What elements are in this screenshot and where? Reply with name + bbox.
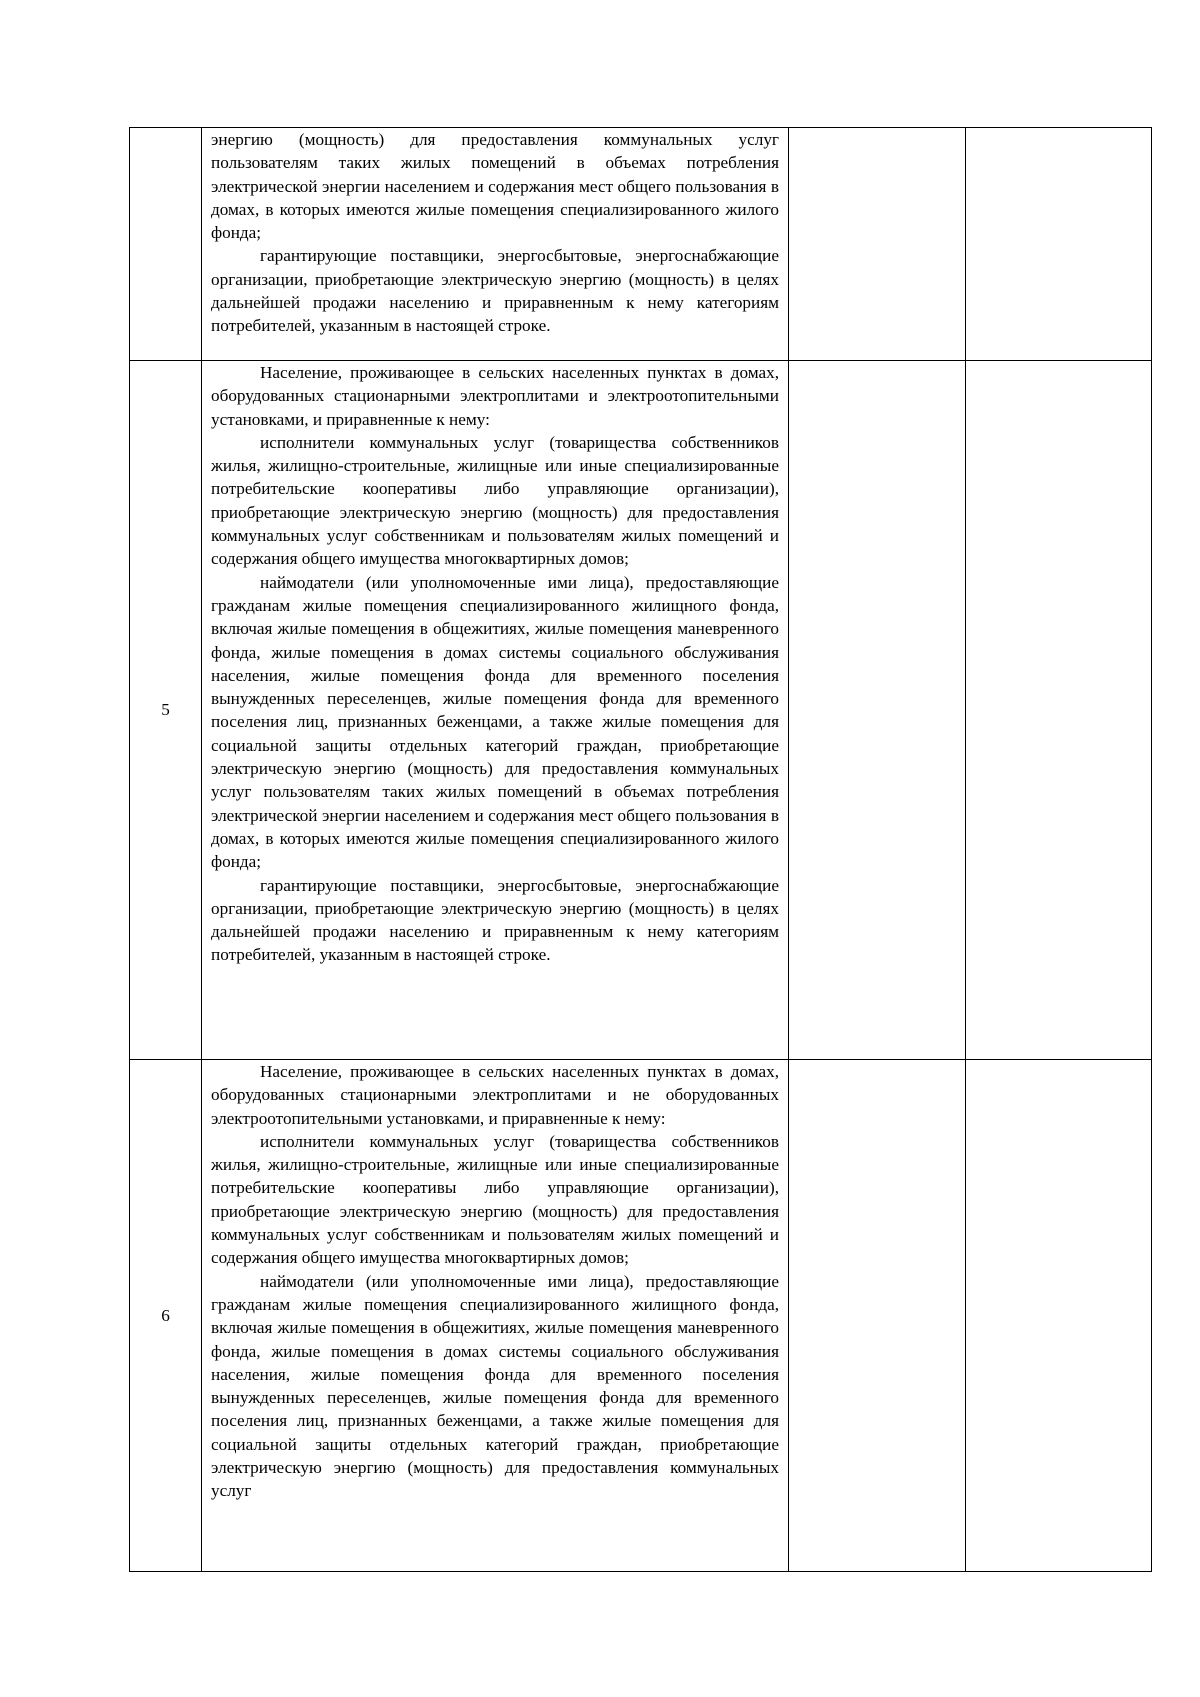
paragraph: наймодатели (или уполномоченные ими лица), предоставляющие гражданам жилые помещения специализированного жилищного фонда, включая жилые помещения в общежитиях, жилые помещения маневренного фонда, жилые помещения в домах системы социального обслуживания населения, жилые помещения фонда для временного поселения вынужденных переселенцев, жилые помещения фонда для временного поселения лиц, признанных беженцами, а также жилые помещения для социальной защиты отдельных категорий граждан, приобретающие электрическую энергию (мощность) для предоставления коммунальных услуг пользователям таких жилых помещений в объемах потребления электрической энергии населением и содержания мест общего пользования в домах, в которых имеются жилые помещения специализированного жилого фонда; [211,572,779,872]
description-cell [202,361,789,1060]
paragraph: Население, проживающее в сельских населенных пунктах в домах, оборудованных стационарными электроплитами и электроотопительными установками, и приравненные к нему: [211,363,779,429]
empty-cell [966,361,1152,1060]
description-cell [202,128,789,361]
paragraph: Население, проживающее в сельских населенных пунктах в домах, оборудованных стационарными электроплитами и не оборудованных электроотопительными установками, и приравненные к нему: [211,1062,779,1128]
empty-cell [966,1060,1152,1572]
row-number-cell: 5 [130,361,202,1060]
empty-cell [789,1060,966,1572]
paragraph: гарантирующие поставщики, энергосбытовые, энергоснабжающие организации, приобретающие электрическую энергию (мощность) в целях дальнейшей продажи населению и приравненным к нему категориям потребителей, указанным в настоящей строке. [211,875,779,965]
tariff-table [129,127,1152,1572]
row-number-cell [130,128,202,361]
empty-cell [966,128,1152,361]
paragraph: энергию (мощность) для предоставления коммунальных услуг пользователям таких жилых помещений в объемах потребления электрической энергии населением и содержания мест общего пользования в домах, в которых имеются жилые помещения специализированного жилого фонда; [211,130,779,243]
table-row-5 [130,361,1152,1060]
table-row-6 [130,1060,1152,1572]
paragraph: исполнители коммунальных услуг (товарищества собственников жилья, жилищно-строительные, жилищные или иные специализированные потребительские кооперативы либо управляющие организации), приобретающие электрическую энергию (мощность) для предоставления коммунальных услуг собственникам и пользователям жилых помещений и содержания общего имущества многоквартирных домов; [211,432,779,569]
description-cell [202,1060,789,1572]
empty-cell [789,361,966,1060]
paragraph: исполнители коммунальных услуг (товарищества собственников жилья, жилищно-строительные, жилищные или иные специализированные потребительские кооперативы либо управляющие организации), приобретающие электрическую энергию (мощность) для предоставления коммунальных услуг собственникам и пользователям жилых помещений и содержания общего имущества многоквартирных домов; [211,1131,779,1268]
paragraph: наймодатели (или уполномоченные ими лица), предоставляющие гражданам жилые помещения специализированного жилищного фонда, включая жилые помещения в общежитиях, жилые помещения маневренного фонда, жилые помещения в домах системы социального обслуживания населения, жилые помещения фонда для временного поселения вынужденных переселенцев, жилые помещения фонда для временного поселения лиц, признанных беженцами, а также жилые помещения для социальной защиты отдельных категорий граждан, приобретающие электрическую энергию (мощность) для предоставления коммунальных услуг [211,1271,779,1501]
empty-cell [789,128,966,361]
table-row-continuation [130,128,1152,361]
row-number-cell: 6 [130,1060,202,1572]
paragraph: гарантирующие поставщики, энергосбытовые, энергоснабжающие организации, приобретающие электрическую энергию (мощность) в целях дальнейшей продажи населению и приравненным к нему категориям потребителей, указанным в настоящей строке. [211,246,779,336]
